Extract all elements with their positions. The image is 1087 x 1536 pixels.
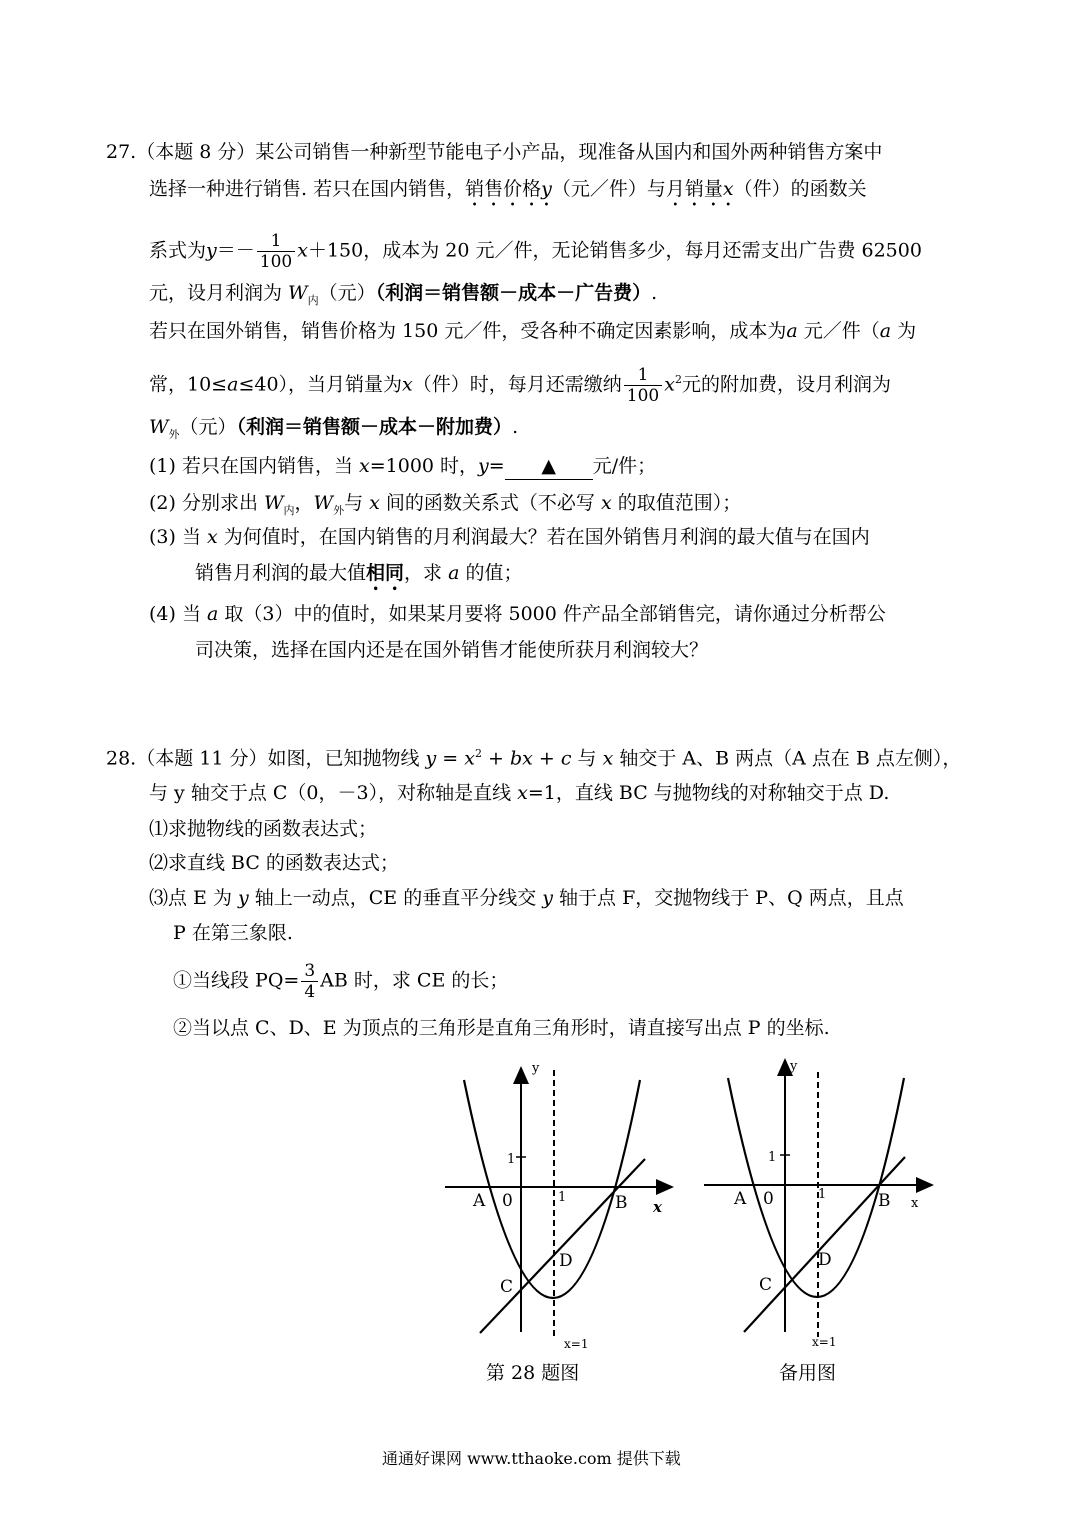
q28-text: =	[436, 747, 465, 770]
fraction-denominator: 4	[304, 982, 316, 1002]
q27-text: 元，设月利润为	[149, 282, 289, 304]
q27-var-a: a	[786, 320, 798, 342]
q28-text: 28.（本题 11 分）如图，已知抛物线	[106, 747, 426, 770]
line-bc	[480, 1159, 645, 1333]
q27-var-y: y	[541, 178, 552, 200]
q27-sub-4-cont: 司决策，选择在国内还是在国外销售才能使所获月利润较大？	[195, 639, 709, 661]
q27-text: .	[512, 416, 519, 438]
q28-text: 与 y 轴交于点 C（0，－3），对称轴是直线	[149, 782, 518, 804]
q28-text: 与	[571, 747, 603, 770]
q27-text: 的取值范围）；	[611, 492, 742, 514]
fraction-1-100	[257, 231, 295, 272]
figure-28	[440, 1060, 680, 1360]
y-label: y	[532, 1061, 540, 1076]
fraction-numerator: 1	[624, 365, 662, 386]
q27-var-y: y	[478, 455, 489, 477]
q27-line-4	[149, 280, 657, 314]
figure-backup-caption: 备用图	[779, 1362, 837, 1384]
q27-text: （件）的函数关	[733, 178, 867, 200]
q27-text: 元/件；	[592, 455, 657, 477]
q27-var-x: x	[402, 373, 413, 396]
q27-text: (3) 当	[149, 526, 207, 548]
origin-label: 0	[763, 1189, 774, 1209]
q27-bold-formula: （利润＝销售额－成本－附加费）	[236, 416, 513, 438]
q28-case-1	[173, 961, 508, 1002]
fraction-1-100	[624, 365, 662, 406]
axis-equation-label: x=1	[564, 1337, 589, 1351]
tick-label-1-y: 1	[768, 1150, 777, 1165]
tick-label-1-x: 1	[818, 1187, 827, 1202]
q27-text: 取（3）中的值时，如果某月要将 5000 件产品全部销售完，请你通过分析帮公	[218, 603, 886, 625]
point-d-label: D	[559, 1251, 573, 1271]
q27-text: ＝－	[216, 239, 255, 262]
point-d-label: D	[818, 1250, 832, 1270]
q27-text: .	[651, 282, 658, 304]
q28-var-bx: bx	[509, 747, 533, 770]
y-label: y	[790, 1059, 798, 1074]
q27-text: 常，10≤	[149, 373, 228, 396]
page-footer: 通通好课网 www.tthaoke.com 提供下载	[382, 1449, 681, 1468]
q27-text: 的值；	[459, 562, 523, 584]
q27-sub: 外	[333, 503, 345, 517]
q27-var-a: a	[448, 562, 460, 584]
q28-text: 轴交于 A、B 两点（A 点在 B 点左侧），	[613, 747, 962, 770]
q27-var-x: x	[207, 526, 218, 548]
point-c-label: C	[759, 1275, 773, 1295]
q27-var-w: W	[149, 416, 169, 438]
q27-text: （元／件）与	[551, 178, 666, 200]
q27-sub-3-cont	[195, 560, 522, 595]
q27-text: 选择一种进行销售. 若只在国内销售，	[149, 178, 466, 200]
tick-label-1-y: 1	[507, 1152, 516, 1167]
q28-sub-2: ⑵求直线 BC 的函数表达式；	[149, 852, 399, 874]
q27-sub: 内	[307, 293, 319, 307]
q27-text: ，	[294, 492, 314, 514]
parabola	[464, 1080, 640, 1298]
point-b-label: B	[878, 1191, 891, 1211]
q28-text: +	[532, 747, 561, 770]
q27-var-a: a	[227, 373, 239, 396]
q28-var-x: x	[517, 782, 528, 804]
q28-text: 轴于点 F，交抛物线于 P、Q 两点，且点	[553, 887, 904, 909]
q27-line-5	[149, 318, 916, 344]
q27-sub-3	[149, 524, 870, 550]
q28-sub-3-cont: P 在第三象限.	[173, 922, 293, 944]
q27-text: 若只在国外销售，销售价格为 150 元／件，受各种不确定因素影响，成本为	[149, 320, 787, 342]
point-a-label: A	[473, 1191, 486, 1211]
q27-bold-formula: （利润＝销售额－成本－广告费）	[375, 282, 652, 304]
q27-sub-2	[149, 490, 741, 524]
q27-text: （元）	[179, 416, 237, 438]
q27-var-x: x	[664, 373, 675, 396]
q27-var-x: x	[369, 492, 380, 514]
q27-line-2	[149, 176, 867, 211]
q28-var-y: y	[425, 747, 437, 770]
axis-equation-label: x=1	[812, 1335, 837, 1349]
q27-sub-4	[149, 601, 886, 627]
q27-var-x: x	[722, 178, 734, 200]
q27-text: ，求	[404, 562, 449, 584]
q28-case-2: ②当以点 C、D、E 为顶点的三角形是直角三角形时，请直接写出点 P 的坐标.	[173, 1017, 830, 1039]
fraction-numerator: 3	[301, 961, 318, 982]
point-a-label: A	[734, 1189, 747, 1209]
q27-text: 间的函数关系式（不必写	[379, 492, 601, 514]
q27-text: 系式为	[149, 239, 207, 262]
q28-sub-3	[149, 885, 904, 911]
q27-text: （件）时，每月还需缴纳	[412, 373, 622, 396]
q27-var-x: x	[600, 492, 612, 514]
q28-text: ⑶点 E 为	[149, 887, 238, 909]
q28-text: ①当线段 PQ=	[173, 969, 300, 992]
line-bc	[744, 1157, 905, 1332]
q27-text: =1000 时，	[369, 455, 479, 477]
q28-text: AB 时，求 CE 的长；	[320, 969, 509, 992]
q28-exponent: 2	[474, 747, 482, 760]
q28-text: 轴上一动点，CE 的垂直平分线交	[248, 887, 543, 909]
x-label: x	[911, 1196, 919, 1211]
fraction-numerator: 1	[257, 231, 295, 252]
q27-text: =	[488, 455, 505, 477]
q27-line-6	[149, 365, 891, 406]
q27-emph-volume: 月销量	[665, 178, 723, 200]
q27-sub: 内	[283, 503, 295, 517]
q27-var-x: x	[359, 455, 370, 477]
q28-line-1	[106, 741, 961, 771]
blank-marker-icon: ▲	[541, 455, 557, 477]
q27-var-y: y	[206, 239, 217, 262]
q28-var-y: y	[542, 887, 553, 909]
fraction-denominator: 100	[626, 386, 660, 406]
q27-line-7	[149, 414, 518, 448]
q27-sub-1	[149, 453, 656, 480]
q28-text: +	[481, 747, 510, 770]
q27-var-w: W	[288, 282, 308, 304]
answer-blank[interactable]	[505, 453, 593, 480]
q27-text: 元／件（	[797, 320, 880, 342]
q27-text: (4) 当	[149, 603, 207, 625]
q27-text: （元）	[318, 282, 376, 304]
q27-text: 为	[891, 320, 917, 342]
q27-var-x: x	[297, 239, 308, 262]
q28-var-y: y	[238, 887, 249, 909]
q27-text: 元的附加费，设月利润为	[681, 373, 891, 396]
q27-emph-same: 相同	[366, 562, 405, 584]
tick-label-1-x: 1	[558, 1190, 567, 1205]
q27-text: 销售月利润的最大值	[195, 562, 367, 584]
q28-var-c: c	[560, 747, 572, 770]
origin-label: 0	[502, 1191, 513, 1211]
q28-line-2	[149, 780, 889, 806]
x-label: x	[653, 1198, 662, 1216]
q27-text: 为何值时，在国内销售的月利润最大？若在国外销售月利润的最大值与在国内	[217, 526, 870, 548]
q27-line-1: 27.（本题 8 分）某公司销售一种新型节能电子小产品，现准备从国内和国外两种销售方案中	[106, 141, 883, 163]
q28-sub-1: ⑴求抛物线的函数表达式；	[149, 818, 378, 840]
point-c-label: C	[500, 1277, 514, 1297]
q27-emph-price: 销售价格	[465, 178, 542, 200]
q27-var-w: W	[313, 492, 334, 514]
q28-var-x: x	[464, 747, 475, 770]
q27-text: ≤40），当月销量为	[238, 373, 403, 396]
q28-text: =1，直线 BC 与抛物线的对称轴交于点 D.	[527, 782, 890, 804]
point-b-label: B	[615, 1193, 628, 1213]
q27-text: ＋150，成本为 20 元／件，无论销售多少，每月还需支出广告费 62500	[307, 239, 922, 262]
q27-text: 与	[344, 492, 370, 514]
figure-28-caption: 第 28 题图	[486, 1362, 580, 1384]
q27-var-a: a	[879, 320, 892, 342]
q27-text: (1) 若只在国内销售，当	[149, 455, 359, 477]
q27-exponent: 2	[674, 373, 682, 387]
figure-backup	[700, 1052, 940, 1357]
q27-text: (2) 分别求出	[149, 492, 264, 514]
q27-line-3	[149, 231, 922, 272]
q27-sub: 外	[168, 427, 180, 441]
fraction-3-4	[301, 961, 318, 1002]
fraction-denominator: 100	[259, 252, 293, 272]
q28-var-x: x	[602, 747, 614, 770]
q27-var-w: W	[264, 492, 284, 514]
q27-var-a: a	[207, 603, 219, 625]
